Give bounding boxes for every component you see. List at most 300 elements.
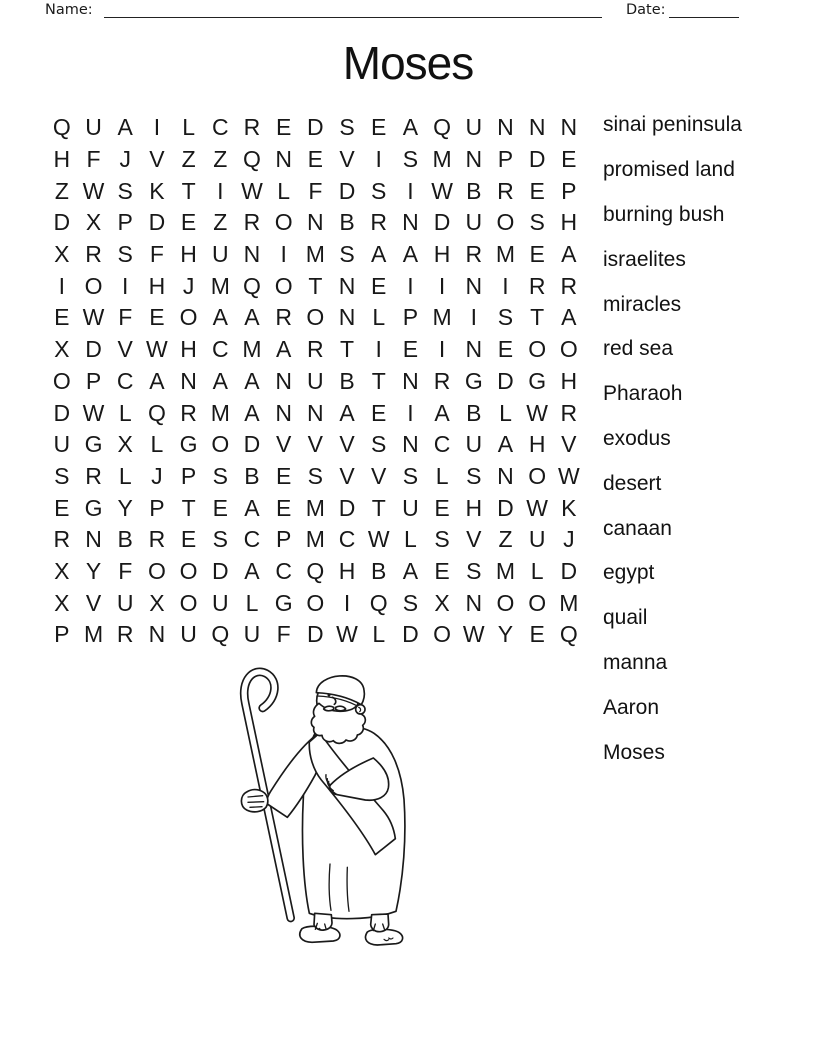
grid-cell: R <box>53 526 71 553</box>
grid-cell: V <box>149 146 165 173</box>
grid-cell: D <box>307 114 324 141</box>
grid-cell: H <box>560 209 578 236</box>
grid-cell: Q <box>243 146 261 173</box>
grid-cell: F <box>86 146 101 173</box>
word-list-item: quail <box>603 606 648 630</box>
grid-cell: L <box>118 462 132 489</box>
grid-cell: S <box>339 114 355 141</box>
grid-cell: V <box>275 431 292 458</box>
grid-cell: X <box>85 209 102 236</box>
grid-cell: B <box>339 367 355 394</box>
grid-cell: P <box>275 526 292 553</box>
grid-cell: V <box>307 431 324 458</box>
grid-cell: D <box>433 209 451 236</box>
grid-cell: R <box>85 241 102 268</box>
grid-cell: N <box>307 399 324 426</box>
grid-cell: S <box>54 462 70 489</box>
grid-cell: C <box>116 367 134 394</box>
word-list-item: manna <box>603 650 668 674</box>
grid-cell: H <box>180 241 197 268</box>
grid-cell: L <box>182 114 195 141</box>
grid-cell: P <box>117 209 133 236</box>
grid-cell: Q <box>559 621 578 648</box>
moses-illustration <box>220 658 430 958</box>
grid-cell: H <box>433 241 451 268</box>
grid-cell: S <box>371 177 387 204</box>
grid-cell: A <box>244 494 260 521</box>
grid-cell: R <box>307 336 324 363</box>
word-list-item: red sea <box>603 337 674 361</box>
grid-cell: F <box>118 557 133 584</box>
grid-cell: E <box>529 177 545 204</box>
grid-cell: A <box>244 399 260 426</box>
grid-cell: R <box>243 114 261 141</box>
grid-cell: U <box>211 241 229 268</box>
grid-cell: M <box>432 146 452 173</box>
grid-cell: E <box>275 462 292 489</box>
grid-cell: W <box>526 399 549 426</box>
grid-cell: G <box>274 589 293 616</box>
grid-cell: S <box>529 209 545 236</box>
grid-cell: S <box>497 304 514 331</box>
grid-cell: T <box>530 304 545 331</box>
grid-cell: M <box>305 494 325 521</box>
grid-cell: E <box>180 526 197 553</box>
grid-cell: A <box>244 367 260 394</box>
grid-cell: L <box>499 399 512 426</box>
word-list-item: egypt <box>603 561 655 585</box>
grid-cell: O <box>179 304 198 331</box>
grid-cell: E <box>371 399 387 426</box>
grid-cell: I <box>375 146 382 173</box>
grid-cell: E <box>212 494 228 521</box>
grid-cell: U <box>53 431 71 458</box>
grid-cell: T <box>308 272 323 299</box>
grid-cell: E <box>149 304 165 331</box>
grid-cell: O <box>528 589 547 616</box>
grid-cell: K <box>149 177 165 204</box>
grid-cell: O <box>306 589 325 616</box>
grid-cell: O <box>179 557 198 584</box>
grid-cell: I <box>153 114 161 141</box>
grid-cell: Q <box>147 399 166 426</box>
grid-cell: H <box>338 557 356 584</box>
grid-cell: N <box>180 367 197 394</box>
grid-cell: R <box>370 209 388 236</box>
grid-cell: E <box>275 494 292 521</box>
name-fill-line <box>104 1 602 18</box>
grid-cell: R <box>433 367 451 394</box>
grid-cell: N <box>528 114 546 141</box>
grid-cell: O <box>211 431 230 458</box>
grid-cell: E <box>561 146 577 173</box>
grid-cell: I <box>502 272 509 299</box>
grid-cell: T <box>371 367 386 394</box>
grid-cell: T <box>181 494 196 521</box>
word-list-item: Aaron <box>603 695 660 719</box>
grid-cell: R <box>116 621 134 648</box>
grid-cell: L <box>118 399 132 426</box>
grid-cell: I <box>343 589 351 616</box>
grid-cell: I <box>407 272 414 299</box>
grid-cell: U <box>465 209 483 236</box>
grid-cell: X <box>54 336 70 363</box>
grid-cell: E <box>54 304 70 331</box>
grid-cell: S <box>212 462 228 489</box>
grid-cell: J <box>563 526 575 553</box>
grid-cell: R <box>85 462 102 489</box>
grid-cell: P <box>497 146 514 173</box>
grid-cell: Z <box>498 526 513 553</box>
grid-cell: D <box>497 494 514 521</box>
grid-cell: V <box>371 462 387 489</box>
grid-cell: R <box>528 272 546 299</box>
grid-cell: U <box>180 621 197 648</box>
grid-cell: N <box>402 209 419 236</box>
grid-cell: R <box>243 209 261 236</box>
grid-cell: X <box>54 241 70 268</box>
grid-cell: E <box>307 146 324 173</box>
word-search-grid <box>46 112 585 651</box>
grid-cell: P <box>180 462 197 489</box>
grid-cell: D <box>85 336 102 363</box>
grid-cell: U <box>465 114 483 141</box>
grid-cell: A <box>402 241 419 268</box>
grid-cell: S <box>371 431 387 458</box>
grid-cell: G <box>84 494 103 521</box>
grid-cell: X <box>54 589 70 616</box>
grid-cell: D <box>148 209 166 236</box>
grid-cell: F <box>118 304 133 331</box>
grid-cell: B <box>117 526 133 553</box>
grid-cell: W <box>557 462 580 489</box>
grid-cell: B <box>466 399 482 426</box>
grid-cell: P <box>402 304 419 331</box>
grid-cell: A <box>212 304 228 331</box>
grid-cell: U <box>465 431 483 458</box>
grid-cell: K <box>561 494 577 521</box>
grid-cell: A <box>497 431 514 458</box>
grid-cell: M <box>210 399 230 426</box>
grid-cell: E <box>529 621 545 648</box>
grid-cell: O <box>528 336 547 363</box>
grid-cell: S <box>307 462 324 489</box>
grid-cell: W <box>241 177 263 204</box>
grid-cell: O <box>147 557 166 584</box>
grid-cell: T <box>340 336 355 363</box>
grid-cell: G <box>84 431 103 458</box>
grid-cell: S <box>212 526 228 553</box>
grid-cell: S <box>434 526 450 553</box>
grid-cell: Z <box>54 177 69 204</box>
grid-cell: O <box>52 367 71 394</box>
grid-cell: Q <box>306 557 325 584</box>
grid-cell: I <box>438 272 446 299</box>
grid-cell: M <box>495 241 516 268</box>
grid-cell: C <box>433 431 451 458</box>
hand-on-staff <box>241 790 267 812</box>
grid-cell: Q <box>433 114 452 141</box>
grid-cell: Z <box>213 209 228 236</box>
grid-cell: I <box>438 336 446 363</box>
grid-cell: O <box>179 589 198 616</box>
grid-cell: P <box>561 177 577 204</box>
grid-cell: S <box>402 589 419 616</box>
grid-cell: E <box>371 272 387 299</box>
grid-cell: O <box>306 304 325 331</box>
grid-cell: S <box>117 177 133 204</box>
grid-cell: R <box>180 399 197 426</box>
grid-cell: B <box>371 557 387 584</box>
grid-cell: L <box>372 621 386 648</box>
grid-cell: I <box>375 336 382 363</box>
grid-cell: N <box>402 431 419 458</box>
word-list-item: Pharaoh <box>603 382 683 406</box>
grid-cell: T <box>181 177 196 204</box>
grid-cell: O <box>559 336 578 363</box>
grid-cell: W <box>82 177 105 204</box>
grid-cell: J <box>182 272 195 299</box>
grid-cell: D <box>53 399 71 426</box>
grid-cell: N <box>338 304 356 331</box>
grid-cell: N <box>465 146 483 173</box>
grid-cell: A <box>561 304 577 331</box>
grid-cell: I <box>280 241 287 268</box>
grid-cell: D <box>528 146 546 173</box>
grid-cell: V <box>117 336 133 363</box>
grid-cell: L <box>372 304 386 331</box>
grid-cell: U <box>85 114 102 141</box>
grid-cell: S <box>402 462 419 489</box>
mustache <box>324 706 334 711</box>
grid-cell: S <box>466 462 482 489</box>
grid-cell: D <box>211 557 229 584</box>
grid-cell: E <box>434 557 450 584</box>
grid-cell: L <box>530 557 544 584</box>
grid-cell: V <box>85 589 102 616</box>
grid-cell: A <box>339 399 355 426</box>
grid-cell: E <box>497 336 514 363</box>
grid-cell: C <box>275 557 292 584</box>
grid-cell: N <box>497 462 514 489</box>
grid-cell: A <box>275 336 292 363</box>
sandal-right <box>366 929 403 945</box>
grid-cell: N <box>243 241 261 268</box>
grid-cell: I <box>217 177 224 204</box>
grid-cell: V <box>561 431 577 458</box>
grid-cell: R <box>275 304 292 331</box>
grid-cell: A <box>244 557 260 584</box>
grid-cell: C <box>211 114 229 141</box>
grid-cell: Y <box>497 621 514 648</box>
grid-cell: M <box>495 557 516 584</box>
grid-cell: E <box>275 114 292 141</box>
grid-cell: N <box>275 146 292 173</box>
grid-cell: I <box>122 272 129 299</box>
grid-cell: H <box>528 431 546 458</box>
grid-cell: O <box>528 462 547 489</box>
grid-cell: N <box>465 589 483 616</box>
grid-cell: N <box>497 114 514 141</box>
grid-cell: B <box>244 462 260 489</box>
grid-cell: A <box>244 304 260 331</box>
grid-cell: C <box>338 526 356 553</box>
grid-cell: H <box>180 336 197 363</box>
grid-cell: N <box>402 367 419 394</box>
grid-cell: U <box>211 589 229 616</box>
grid-cell: M <box>83 621 104 648</box>
grid-cell: D <box>402 621 419 648</box>
grid-cell: O <box>433 621 452 648</box>
grid-cell: X <box>149 589 165 616</box>
grid-cell: O <box>274 272 293 299</box>
grid-cell: E <box>402 336 419 363</box>
grid-cell: J <box>151 462 163 489</box>
grid-cell: H <box>53 146 71 173</box>
grid-cell: I <box>470 304 477 331</box>
grid-cell: L <box>277 177 291 204</box>
grid-cell: N <box>275 367 292 394</box>
grid-cell: I <box>407 177 414 204</box>
grid-cell: U <box>402 494 419 521</box>
grid-cell: L <box>404 526 417 553</box>
grid-cell: Y <box>117 494 133 521</box>
grid-cell: D <box>307 621 324 648</box>
grid-cell: X <box>117 431 133 458</box>
word-list-item: israelites <box>603 247 686 271</box>
grid-cell: R <box>465 241 483 268</box>
word-list-item: Moses <box>603 740 665 764</box>
grid-cell: U <box>243 621 261 648</box>
grid-cell: M <box>559 589 579 616</box>
puzzle-title: Moses <box>342 37 474 89</box>
grid-cell: E <box>371 114 387 141</box>
grid-cell: O <box>84 272 103 299</box>
grid-cell: B <box>466 177 482 204</box>
grid-cell: A <box>371 241 387 268</box>
grid-cell: U <box>307 367 324 394</box>
grid-cell: V <box>339 146 355 173</box>
grid-cell: G <box>179 431 198 458</box>
grid-cell: S <box>117 241 133 268</box>
name-label: Name: <box>45 2 93 18</box>
grid-cell: D <box>53 209 71 236</box>
grid-cell: D <box>338 494 356 521</box>
grid-cell: S <box>466 557 482 584</box>
grid-cell: O <box>274 209 293 236</box>
grid-cell: D <box>560 557 578 584</box>
grid-cell: R <box>148 526 166 553</box>
grid-cell: H <box>148 272 166 299</box>
grid-cell: P <box>85 367 102 394</box>
grid-cell: A <box>561 241 577 268</box>
word-list-item: miracles <box>603 292 682 316</box>
grid-cell: A <box>149 367 165 394</box>
grid-cell: N <box>85 526 102 553</box>
grid-cell: M <box>242 336 262 363</box>
grid-cell: X <box>54 557 70 584</box>
grid-cell: W <box>462 621 485 648</box>
date-label: Date: <box>626 2 666 18</box>
grid-cell: A <box>402 557 419 584</box>
grid-cell: A <box>212 367 228 394</box>
grid-cell: M <box>305 241 325 268</box>
grid-cell: S <box>339 241 355 268</box>
word-list <box>603 103 742 775</box>
grid-cell: E <box>54 494 70 521</box>
grid-cell: Q <box>211 621 230 648</box>
grid-cell: U <box>116 589 134 616</box>
grid-cell: M <box>210 272 230 299</box>
word-list-item: canaan <box>603 516 672 540</box>
grid-cell: G <box>528 367 547 394</box>
grid-cell: N <box>275 399 292 426</box>
grid-cell: W <box>82 304 105 331</box>
grid-cell: W <box>82 399 105 426</box>
grid-cell: W <box>526 494 549 521</box>
grid-cell: P <box>54 621 70 648</box>
grid-cell: E <box>180 209 197 236</box>
grid-cell: P <box>149 494 165 521</box>
grid-cell: H <box>560 367 578 394</box>
grid-cell: D <box>497 367 514 394</box>
grid-cell: Z <box>181 146 196 173</box>
grid-cell: A <box>434 399 450 426</box>
grid-cell: W <box>336 621 358 648</box>
grid-cell: L <box>245 589 259 616</box>
grid-cell: A <box>402 114 419 141</box>
grid-cell: N <box>560 114 578 141</box>
word-list-item: exodus <box>603 426 671 450</box>
grid-cell: R <box>497 177 514 204</box>
grid-cell: J <box>119 146 131 173</box>
grid-cell: Q <box>243 272 261 299</box>
grid-cell: I <box>407 399 414 426</box>
word-list-item: desert <box>603 471 662 495</box>
grid-cell: O <box>496 209 515 236</box>
grid-cell: C <box>243 526 261 553</box>
grid-cell: R <box>560 399 578 426</box>
grid-cell: V <box>339 462 355 489</box>
grid-cell: D <box>243 431 261 458</box>
grid-cell: L <box>435 462 449 489</box>
grid-cell: M <box>305 526 325 553</box>
grid-cell: C <box>211 336 229 363</box>
grid-cell: N <box>465 336 483 363</box>
grid-cell: L <box>150 431 164 458</box>
grid-cell: S <box>402 146 419 173</box>
grid-cell: M <box>432 304 452 331</box>
grid-cell: G <box>464 367 483 394</box>
grid-cell: R <box>560 272 578 299</box>
grid-cell: T <box>371 494 386 521</box>
grid-cell: Y <box>85 557 102 584</box>
grid-cell: Z <box>213 146 228 173</box>
grid-cell: N <box>307 209 324 236</box>
grid-cell: V <box>466 526 482 553</box>
grid-cell: F <box>276 621 291 648</box>
grid-cell: E <box>434 494 450 521</box>
date-fill-line <box>669 1 739 18</box>
word-list-item: sinai peninsula <box>603 113 742 137</box>
grid-cell: D <box>338 177 356 204</box>
grid-cell: W <box>431 177 453 204</box>
grid-cell: W <box>367 526 390 553</box>
grid-cell: F <box>308 177 323 204</box>
grid-cell: N <box>148 621 166 648</box>
grid-cell: Q <box>52 114 71 141</box>
grid-cell: N <box>338 272 356 299</box>
